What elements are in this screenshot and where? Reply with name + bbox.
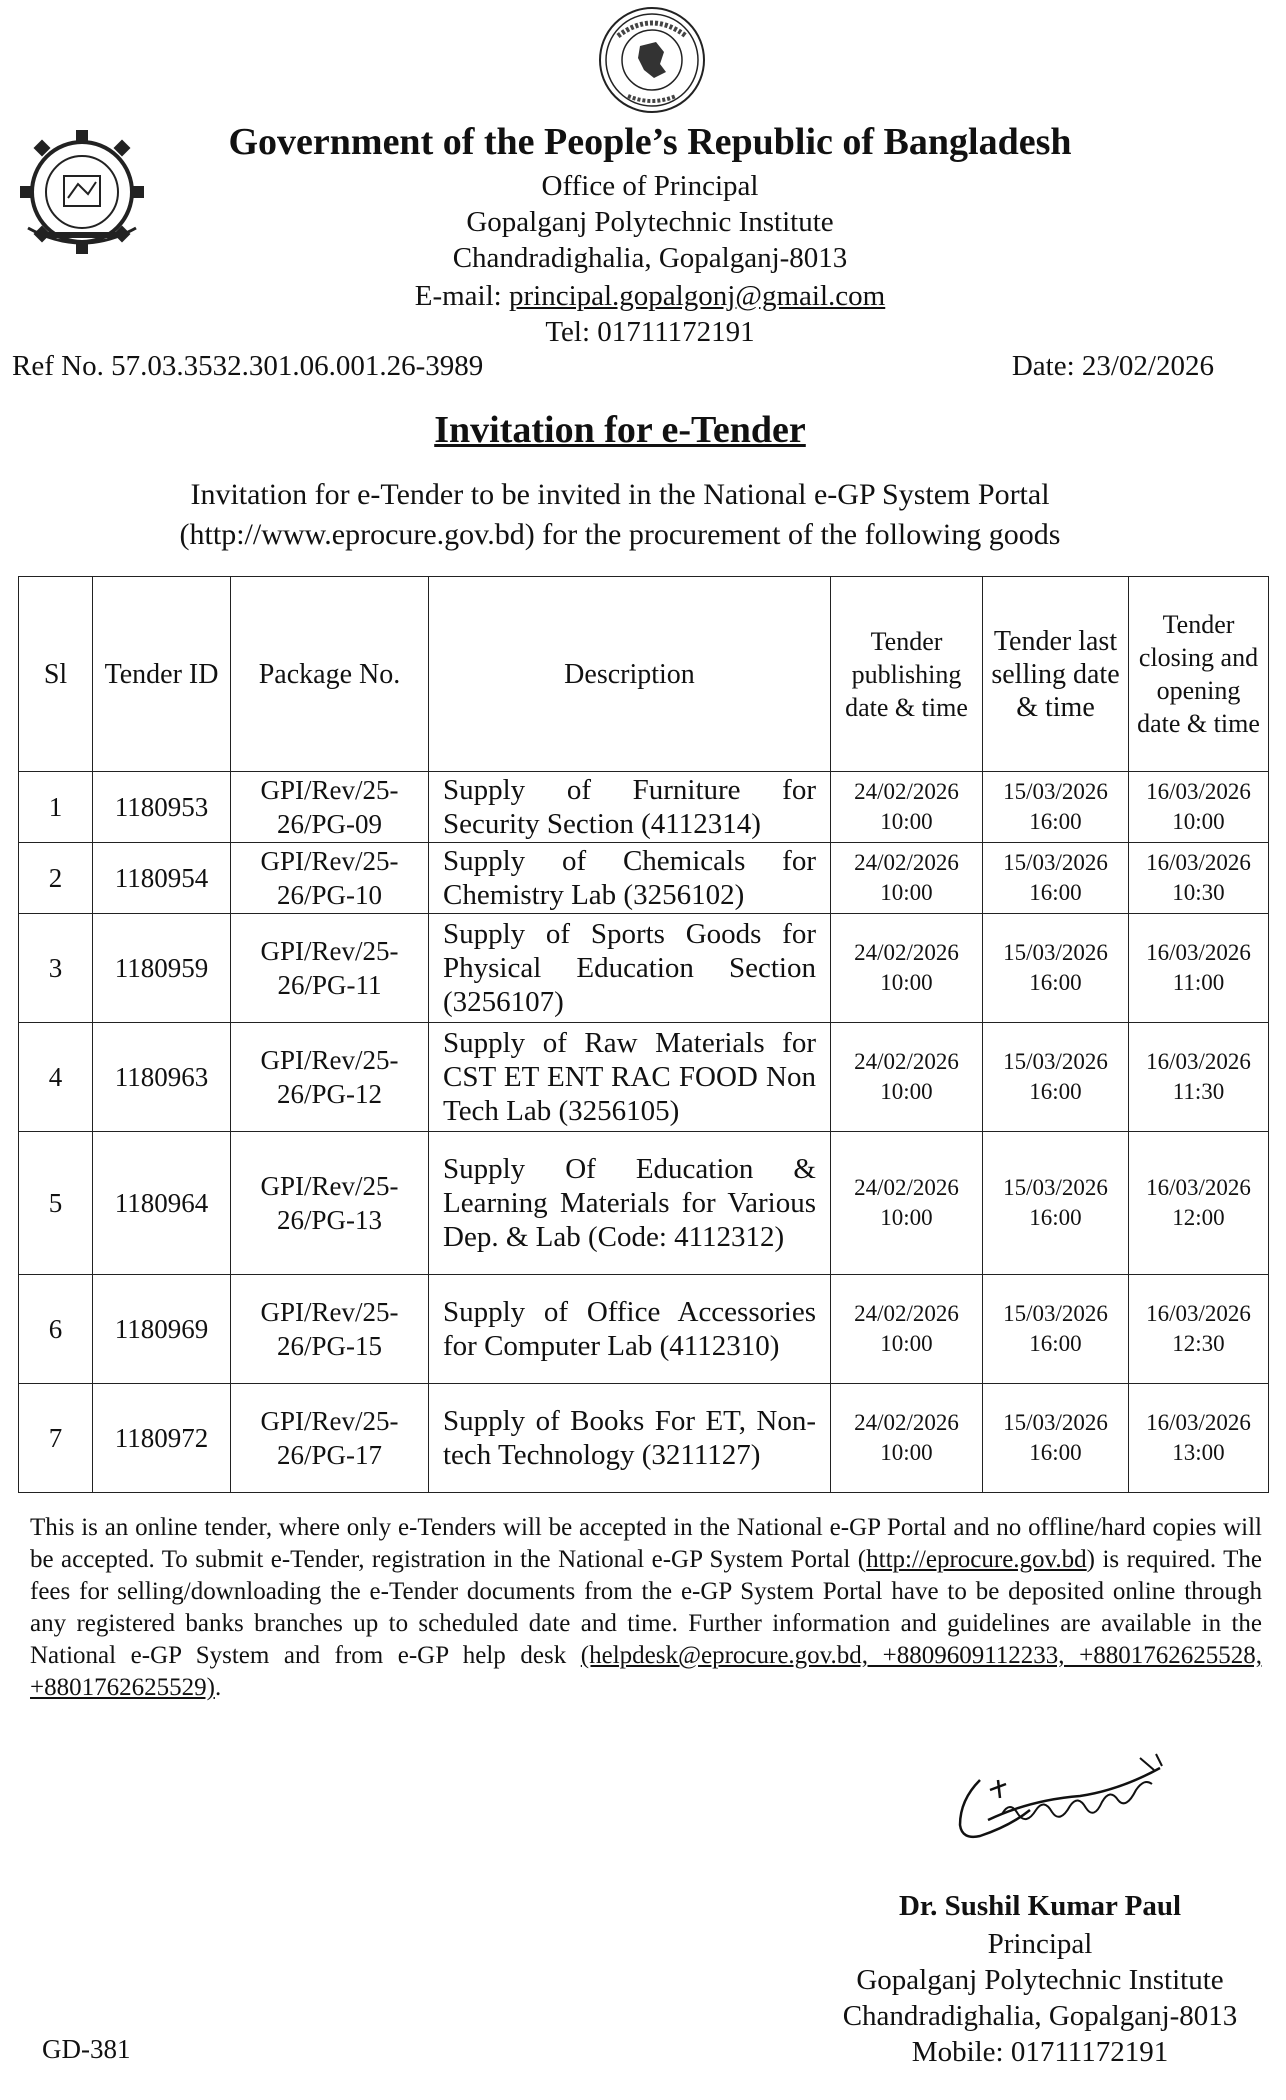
notice-text-end: . — [214, 1674, 222, 1701]
institute-logo-icon — [18, 128, 146, 256]
reference-number: Ref No. 57.03.3532.301.06.001.26-3989 — [12, 350, 484, 382]
cell-sl: 2 — [19, 843, 93, 914]
notice-text-2: ) is required. The fees for selling/downloading the e-Tender documents from the e-GP System Portal have to be deposited online through any registered banks branches up to scheduled date and time. Further information and guidelines are available in the National e-GP System and from e-GP help desk — [30, 1546, 1262, 1669]
government-title: Government of the People’s Republic of Bangladesh — [228, 121, 1072, 163]
cell-closing: 16/03/2026 10:30 — [1129, 843, 1269, 914]
cell-sl: 3 — [19, 914, 93, 1023]
notice-paragraph — [30, 1512, 1262, 1704]
cell-closing: 16/03/2026 11:00 — [1129, 914, 1269, 1023]
cell-publishing: 24/02/2026 10:00 — [831, 843, 983, 914]
header-package: Package No. — [231, 577, 429, 772]
cell-publishing: 24/02/2026 10:00 — [831, 1023, 983, 1132]
header-closing: Tender closing and opening date & time — [1129, 577, 1269, 772]
helpdesk-contact[interactable]: (helpdesk@eprocure.gov.bd, +8809609112233, +8801762625528, +8801762625529) — [30, 1642, 1262, 1701]
cell-package: GPI/Rev/25-26/PG-10 — [231, 843, 429, 914]
signatory-mobile: Mobile: 01711172191 — [911, 2036, 1169, 2068]
table-row — [19, 1023, 1269, 1132]
cell-package: GPI/Rev/25-26/PG-11 — [231, 914, 429, 1023]
header-publishing: Tender publishing date & time — [831, 577, 983, 772]
cell-selling: 15/03/2026 16:00 — [983, 1384, 1129, 1493]
document-date: Date: 23/02/2026 — [1011, 350, 1214, 382]
cell-closing: 16/03/2026 12:00 — [1129, 1132, 1269, 1275]
cell-sl: 4 — [19, 1023, 93, 1132]
table-header-row — [19, 577, 1269, 772]
cell-tender-id: 1180959 — [93, 914, 231, 1023]
cell-closing: 16/03/2026 12:30 — [1129, 1275, 1269, 1384]
signatory-address: Chandradighalia, Gopalganj-8013 — [842, 2000, 1238, 2032]
table-row — [19, 843, 1269, 914]
cell-description: Supply of Sports Goods for Physical Education Section (3256107) — [429, 914, 831, 1023]
invitation-line-1: Invitation for e-Tender to be invited in the National e-GP System Portal — [190, 478, 1050, 511]
tender-table — [18, 576, 1269, 1493]
cell-package: GPI/Rev/25-26/PG-17 — [231, 1384, 429, 1493]
cell-tender-id: 1180954 — [93, 843, 231, 914]
cell-sl: 1 — [19, 772, 93, 843]
cell-tender-id: 1180969 — [93, 1275, 231, 1384]
invitation-line-2: (http://www.eprocure.gov.bd) for the procurement of the following goods — [179, 518, 1061, 551]
cell-sl: 5 — [19, 1132, 93, 1275]
cell-selling: 15/03/2026 16:00 — [983, 1132, 1129, 1275]
cell-package: GPI/Rev/25-26/PG-15 — [231, 1275, 429, 1384]
table-row — [19, 1132, 1269, 1275]
email-label: E-mail: — [414, 280, 509, 312]
cell-package: GPI/Rev/25-26/PG-09 — [231, 772, 429, 843]
cell-selling: 15/03/2026 16:00 — [983, 843, 1129, 914]
cell-package: GPI/Rev/25-26/PG-13 — [231, 1132, 429, 1275]
cell-closing: 16/03/2026 11:30 — [1129, 1023, 1269, 1132]
cell-tender-id: 1180953 — [93, 772, 231, 843]
cell-tender-id: 1180963 — [93, 1023, 231, 1132]
table-row — [19, 914, 1269, 1023]
government-seal-icon — [598, 6, 706, 114]
institute-address: Chandradighalia, Gopalganj-8013 — [452, 242, 848, 274]
signatory-name: Dr. Sushil Kumar Paul — [898, 1890, 1182, 1922]
table-row — [19, 1275, 1269, 1384]
header-sl: Sl — [19, 577, 93, 772]
signatory-designation: Principal — [987, 1928, 1093, 1960]
cell-closing: 16/03/2026 13:00 — [1129, 1384, 1269, 1493]
cell-tender-id: 1180972 — [93, 1384, 231, 1493]
email-link[interactable]: principal.gopalgonj@gmail.com — [508, 280, 886, 312]
eprocure-link[interactable]: http://eprocure.gov.bd — [866, 1546, 1087, 1573]
cell-description: Supply of Furniture for Security Section (4112314) — [429, 772, 831, 843]
cell-description: Supply of Chemicals for Chemistry Lab (3256102) — [429, 843, 831, 914]
cell-description: Supply Of Education & Learning Materials for Various Dep. & Lab (Code: 4112312) — [429, 1132, 831, 1275]
footer-code: GD-381 — [42, 2034, 131, 2064]
cell-description: Supply of Raw Materials for CST ET ENT RAC FOOD Non Tech Lab (3256105) — [429, 1023, 831, 1132]
cell-selling: 15/03/2026 16:00 — [983, 914, 1129, 1023]
institute-name: Gopalganj Polytechnic Institute — [466, 206, 834, 238]
cell-sl: 6 — [19, 1275, 93, 1384]
cell-publishing: 24/02/2026 10:00 — [831, 914, 983, 1023]
cell-sl: 7 — [19, 1384, 93, 1493]
cell-description: Supply of Books For ET, Non-tech Technology (3211127) — [429, 1384, 831, 1493]
header-description: Description — [429, 577, 831, 772]
cell-publishing: 24/02/2026 10:00 — [831, 1275, 983, 1384]
email-line — [300, 278, 1000, 314]
invitation-title: Invitation for e-Tender — [434, 409, 806, 451]
cell-selling: 15/03/2026 16:00 — [983, 1023, 1129, 1132]
cell-publishing: 24/02/2026 10:00 — [831, 772, 983, 843]
header-tender-id: Tender ID — [93, 577, 231, 772]
table-row — [19, 772, 1269, 843]
cell-closing: 16/03/2026 10:00 — [1129, 772, 1269, 843]
cell-publishing: 24/02/2026 10:00 — [831, 1384, 983, 1493]
signatory-institute: Gopalganj Polytechnic Institute — [856, 1964, 1224, 1996]
header-selling: Tender last selling date & time — [983, 577, 1129, 772]
notice-text-1: This is an online tender, where only e-Tenders will be accepted in the National e-GP Portal and no offline/hard copies will be accepted. To submit e-Tender, registration in the National e-GP System Portal ( — [30, 1514, 1262, 1573]
table-row — [19, 1384, 1269, 1493]
office-name: Office of Principal — [541, 170, 759, 202]
telephone: Tel: 01711172191 — [545, 316, 755, 348]
cell-package: GPI/Rev/25-26/PG-12 — [231, 1023, 429, 1132]
cell-publishing: 24/02/2026 10:00 — [831, 1132, 983, 1275]
cell-selling: 15/03/2026 16:00 — [983, 772, 1129, 843]
handwritten-signature-icon — [940, 1740, 1180, 1850]
cell-selling: 15/03/2026 16:00 — [983, 1275, 1129, 1384]
cell-description: Supply of Office Accessories for Computer Lab (4112310) — [429, 1275, 831, 1384]
cell-tender-id: 1180964 — [93, 1132, 231, 1275]
